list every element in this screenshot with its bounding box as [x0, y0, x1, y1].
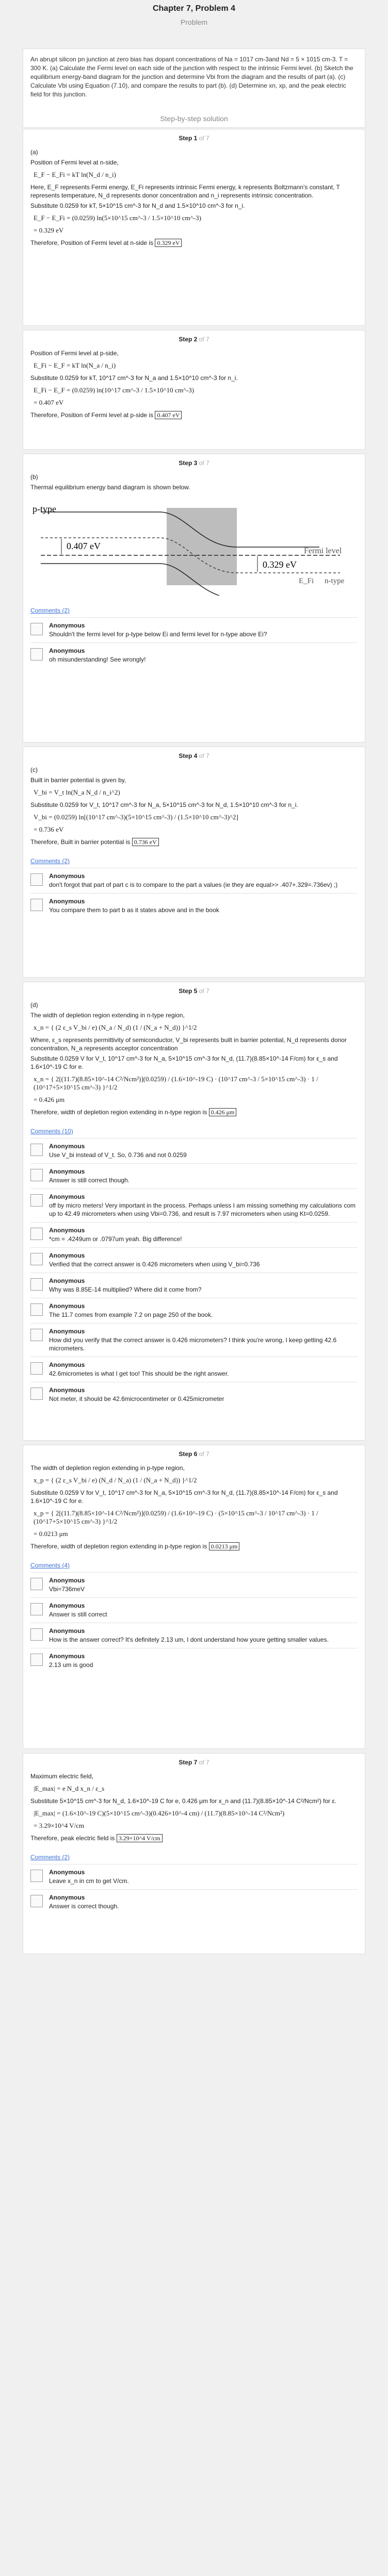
avatar — [30, 1228, 43, 1240]
fermi-label: Fermi level — [304, 547, 342, 555]
comment-text: Vbi=736meV — [49, 1586, 85, 1593]
comment-text: Leave x_n in cm to get V/cm. — [49, 1877, 129, 1885]
comment-text: off by micro meters! Very important in the process. Perhaps unless I am missing something my calculations com up to 42.49 micrometers when using Vbi=0.736, and result is 7.97 micrometers when using Kt=0.0259. — [49, 1202, 356, 1217]
comment — [30, 1648, 358, 1673]
comment-author: Anonymous — [49, 1627, 85, 1634]
step-count: of 7 — [199, 752, 209, 759]
step-intro: Built in barrier potential is given by, — [30, 777, 126, 784]
step-card-7 — [23, 1753, 365, 1954]
step-label: Step 6 — [179, 1450, 198, 1458]
step-count: of 7 — [199, 336, 209, 343]
conclusion — [30, 1108, 358, 1116]
conclusion-text: Therefore, peak electric field is — [30, 1835, 115, 1842]
comment — [30, 1357, 358, 1382]
avatar — [30, 1578, 43, 1590]
depletion-region — [167, 508, 237, 585]
avatar — [30, 1603, 43, 1615]
comment — [30, 1864, 358, 1889]
step-title — [23, 752, 365, 759]
comment — [30, 1572, 358, 1597]
comment-author: Anonymous — [49, 622, 85, 629]
step-count: of 7 — [199, 1759, 209, 1766]
step-label: Step 5 — [179, 987, 198, 995]
answer-box: 0.407 eV — [155, 411, 182, 419]
step-intro: Maximum electric field, — [30, 1773, 94, 1780]
comment-text: You compare them to part b as it states above and in the book — [49, 906, 219, 914]
comment-author: Anonymous — [49, 647, 85, 654]
step-intro: The width of depletion region extending in n-type region, — [30, 1012, 185, 1019]
avatar — [30, 1388, 43, 1400]
solution-heading: Step-by-step solution — [160, 114, 228, 123]
step-label: Step 2 — [179, 336, 198, 343]
comment — [30, 1597, 358, 1623]
comment-text: How did you verify that the correct answer is 0.426 micrometers? I think you're wrong, I keep getting 42.6 micrometers. — [49, 1336, 337, 1352]
part-label: (d) — [30, 1001, 38, 1009]
step-title — [23, 336, 365, 343]
comment-text: The 11.7 comes from example 7.2 on page 250 of the book. — [49, 1311, 213, 1318]
equation-substituted: |E_max| = (1.6×10^-19 C)(5×10^15 cm^-3)(0.426×10^-4 cm) / (11.7)(8.85×10^-14 C²/Ncm²) — [34, 1809, 285, 1817]
comments-link[interactable]: Comments (4) — [30, 1562, 70, 1569]
conclusion — [30, 1834, 358, 1842]
comment-text: Answer is correct though. — [49, 1903, 119, 1910]
answer-box: 0.0213 μm — [209, 1542, 240, 1550]
step-label: Step 7 — [179, 1759, 198, 1766]
avatar — [30, 1253, 43, 1265]
step-title — [23, 1759, 365, 1766]
comment — [30, 1382, 358, 1407]
step-description: Here, E_F represents Fermi energy, E_Fi represents intrinsic Fermi energy, k represents Boltzmann's constant, T represents temperature, N_d represents donor concentration and n_i represents intrinsic concentration. — [30, 184, 340, 199]
result: = 0.426 μm — [34, 1096, 65, 1103]
comment-author: Anonymous — [49, 898, 85, 905]
step-label: Step 1 — [179, 135, 198, 142]
step-count: of 7 — [199, 987, 209, 995]
equation: x_p = { (2 ε_s V_bi / e) (N_d / N_a) (1 / (N_a + N_d)) }^1/2 — [34, 1476, 197, 1484]
answer-box: 0.736 eV — [132, 838, 159, 846]
step-count: of 7 — [199, 135, 209, 142]
step-title — [23, 1450, 365, 1458]
comment-text: 2.13 um is good — [49, 1661, 93, 1669]
comment — [30, 893, 358, 918]
avatar — [30, 1870, 43, 1882]
comment — [30, 1889, 358, 1914]
step-card-2 — [23, 330, 365, 450]
comment — [30, 642, 358, 668]
substitution: Substitute 0.0259 V for V_t, 10^17 cm^-3 for N_a, 5×10^15 cm^-3 for N_d, (11.7)(8.85×10^-14 F/cm) for ε_s and 1.6×10^-19 C for e. — [30, 1489, 338, 1505]
comment — [30, 617, 358, 642]
step-intro: The width of depletion region extending in p-type region, — [30, 1464, 185, 1472]
conclusion — [30, 239, 358, 247]
substitution: Substitute 0.0259 for kT, 5×10^15 cm^-3 for N_d and 1.5×10^10 cm^-3 for n_i. — [30, 202, 245, 209]
avatar — [30, 1144, 43, 1156]
step-card-6 — [23, 1445, 365, 1749]
avatar — [30, 1303, 43, 1316]
comment-author: Anonymous — [49, 1252, 85, 1259]
avatar — [30, 1194, 43, 1207]
comment — [30, 1273, 358, 1298]
comment — [30, 1163, 358, 1188]
step-label: Step 4 — [179, 752, 198, 759]
page-title: Chapter 7, Problem 4 — [152, 4, 236, 13]
step-count: of 7 — [199, 459, 209, 467]
comment — [30, 1623, 358, 1648]
step-title — [23, 459, 365, 467]
comment-author: Anonymous — [49, 1653, 85, 1660]
result: = 0.329 eV — [34, 226, 64, 234]
comment-text: *cm = .4249um or .0797um yeah. Big difference! — [49, 1235, 182, 1243]
equation-substituted: E_F − E_Fi = (0.0259) ln(5×10^15 cm^-3 / 1.5×10^10 cm^-3) — [34, 214, 201, 222]
equation: E_F − E_Fi = kT ln(N_d / n_i) — [34, 171, 116, 178]
comment — [30, 1138, 358, 1163]
part-label: (a) — [30, 148, 38, 156]
conclusion — [30, 1542, 358, 1550]
step-count: of 7 — [199, 1450, 209, 1458]
comment-author: Anonymous — [49, 1168, 85, 1175]
comments-link[interactable]: Comments (2) — [30, 1854, 70, 1861]
comment — [30, 1298, 358, 1323]
equation-substituted: x_p = { 2[(11.7)(8.85×10^-14 C²/Ncm²)](0.0259) / (1.6×10^-19 C) · (5×10^15 cm^-3 / 10^17 cm^-3) · 1 / (10^17+5×10^15 cm^-3) }^1/2 — [34, 1509, 318, 1525]
comment — [30, 1188, 358, 1222]
equation: E_Fi − E_F = kT ln(N_a / n_i) — [34, 361, 116, 369]
comment-text: Verified that the correct answer is 0.426 micrometers when using V_bi=0.736 — [49, 1261, 260, 1268]
problem-heading: Problem — [180, 18, 208, 26]
conclusion-text: Therefore, Position of Fermi level at p-side is — [30, 411, 154, 419]
step-intro: Position of Fermi level at p-side, — [30, 350, 119, 357]
substitution: Substitute 0.0259 for V_t, 10^17 cm^-3 for N_a, 5×10^15 cm^-3 for N_d, 1.5×10^10 cm^-3 for n_i. — [30, 801, 298, 808]
comments-link[interactable]: Comments (10) — [30, 1128, 73, 1135]
conclusion — [30, 411, 358, 419]
avatar — [30, 873, 43, 886]
comment-text: Not meter, it should be 42.6microcentimeter or 0.425micrometer — [49, 1395, 224, 1402]
comment — [30, 1247, 358, 1273]
part-label: (b) — [30, 473, 38, 481]
step-description: Where, ε_s represents permittivity of semiconductor, V_bi represents built in barrier potential, N_d represents donor concentration, N_a represents acceptor concentration — [30, 1036, 347, 1052]
equation: x_n = { (2 ε_s V_bi / e) (N_a / N_d) (1 / (N_a + N_d)) }^1/2 — [34, 1023, 197, 1031]
comment-author: Anonymous — [49, 1894, 85, 1901]
result: = 0.0213 μm — [34, 1530, 68, 1538]
substitution: Substitute 5×10^15 cm^-3 for N_d, 1.6×10^-19 C for e, 0.426 μm for x_n and (11.7)(8.85×10^-14 C²/Ncm²) for ε. — [30, 1797, 337, 1805]
avatar — [30, 1362, 43, 1375]
comment-text: don't forgot that part of part c is to compare to the part a values (ie they are equal>> .407+.329=.736ev) ;) — [49, 881, 338, 888]
step-title — [23, 987, 365, 995]
efi-label: E_Fi — [299, 577, 314, 585]
comment — [30, 868, 358, 893]
comment-author: Anonymous — [49, 1869, 85, 1876]
step-card-1 — [23, 129, 365, 326]
comment-text: How is the answer correct? It's definitely 2.13 um, I dont understand how youre getting smaller values. — [49, 1636, 329, 1643]
comment-author: Anonymous — [49, 1577, 85, 1584]
step-title — [23, 135, 365, 142]
result: = 3.29×10^4 V/cm — [34, 1822, 85, 1829]
comment-author: Anonymous — [49, 1227, 85, 1234]
conclusion-text: Therefore, Position of Fermi level at n-side is — [30, 239, 154, 246]
comment — [30, 1323, 358, 1357]
conclusion — [30, 838, 358, 846]
energy-band-diagram — [30, 498, 359, 596]
problem-text: An abrupt silicon pn junction at zero bias has dopant concentrations of Na = 1017 cm-3and Nd = 5 × 1015 cm-3. T = 300 K. (a) Calculate the Fermi level on each side of the junction with respect to the intrinsic Fermi level. (b) Sketch the equilibrium energy-band diagram for the junction and determine Vbi from the diagram and the results of part (a). (c) Calculate Vbi using Equation (7.10), and compare the results to part (b). (d) Determine xn, xp, and the peak electric field for this junction. — [30, 56, 353, 98]
comment-text: Why was 8.85E-14 multiplied? Where did it come from? — [49, 1286, 202, 1293]
comments-link[interactable]: Comments (2) — [30, 607, 70, 614]
avatar — [30, 1169, 43, 1181]
answer-box: 0.426 μm — [209, 1108, 237, 1116]
comment-author: Anonymous — [49, 1361, 85, 1368]
equation-substituted: V_bi = (0.0259) ln[(10^17 cm^-3)(5×10^15 cm^-3) / (1.5×10^10 cm^-3)^2] — [34, 813, 238, 821]
conclusion-text: Therefore, width of depletion region extending in n-type region is — [30, 1109, 207, 1116]
comments-link[interactable]: Comments (2) — [30, 857, 70, 865]
avatar — [30, 1895, 43, 1907]
comment — [30, 1222, 358, 1247]
avatar — [30, 648, 43, 660]
step-intro: Position of Fermi level at n-side, — [30, 159, 119, 166]
result: = 0.407 eV — [34, 399, 64, 406]
comment-author: Anonymous — [49, 1143, 85, 1150]
avatar — [30, 1628, 43, 1641]
result: = 0.736 eV — [34, 825, 64, 833]
right-value: 0.329 eV — [263, 559, 297, 570]
comment-text: Shouldn't the fermi level for p-type below Ei and fermi level for n-type above Ei? — [49, 631, 267, 638]
avatar — [30, 1329, 43, 1341]
answer-box: 0.329 eV — [155, 239, 182, 247]
substitution: Substitute 0.0259 for kT, 10^17 cm^-3 for N_a and 1.5×10^10 cm^-3 for n_i. — [30, 374, 238, 382]
equation: V_bi = V_t ln(N_a N_d / n_i^2) — [34, 788, 120, 796]
comment-text: 42.6micrometes is what I get too! This should be the right answer. — [49, 1370, 229, 1377]
comment-text: Answer is still correct though. — [49, 1177, 130, 1184]
comment-text: Answer is still correct — [49, 1611, 107, 1618]
equation: |E_max| = e N_d x_n / ε_s — [34, 1785, 105, 1792]
p-type-label: p-type — [33, 504, 56, 514]
step-card-3 — [23, 454, 365, 742]
answer-box: 3.29×10^4 V/cm — [117, 1834, 163, 1842]
step-label: Step 3 — [179, 459, 198, 467]
substitution: Substitute 0.0259 V for V_t, 10^17 cm^-3 for N_a, 5×10^15 cm^-3 for N_d, (11.7)(8.85×10^-14 F/cm) for ε_s and 1.6×10^-19 C for e. — [30, 1055, 338, 1070]
comment-author: Anonymous — [49, 1602, 85, 1609]
conclusion-text: Therefore, Built in barrier potential is — [30, 838, 131, 846]
conclusion-text: Therefore, width of depletion region extending in p-type region is — [30, 1543, 207, 1550]
step-card-5 — [23, 982, 365, 1441]
avatar — [30, 623, 43, 635]
avatar — [30, 1278, 43, 1291]
comment-text: oh misunderstanding! See wrongly! — [49, 656, 146, 663]
n-type-label: n-type — [325, 577, 345, 585]
avatar — [30, 899, 43, 911]
comment-text: Use V_bi instead of V_t. So, 0.736 and not 0.0259 — [49, 1151, 187, 1159]
equation-substituted: x_n = { 2[(11.7)(8.85×10^-14 C²/Ncm²)](0.0259) / (1.6×10^-19 C) · (10^17 cm^-3 / 5×10^15 cm^-3) · 1 / (10^17+5×10^15 cm^-3) }^1/2 — [34, 1075, 318, 1091]
part-label: (c) — [30, 766, 38, 773]
left-value: 0.407 eV — [67, 541, 101, 551]
comment-author: Anonymous — [49, 1193, 85, 1200]
comment-author: Anonymous — [49, 1328, 85, 1335]
step-intro: Thermal equilibrium energy band diagram is shown below. — [30, 484, 190, 491]
step-card-4 — [23, 747, 365, 978]
comment-author: Anonymous — [49, 872, 85, 880]
avatar — [30, 1654, 43, 1666]
comment-author: Anonymous — [49, 1302, 85, 1310]
comment-author: Anonymous — [49, 1386, 85, 1394]
comment-author: Anonymous — [49, 1277, 85, 1284]
equation-substituted: E_Fi − E_F = (0.0259) ln(10^17 cm^-3 / 1.5×10^10 cm^-3) — [34, 386, 195, 394]
